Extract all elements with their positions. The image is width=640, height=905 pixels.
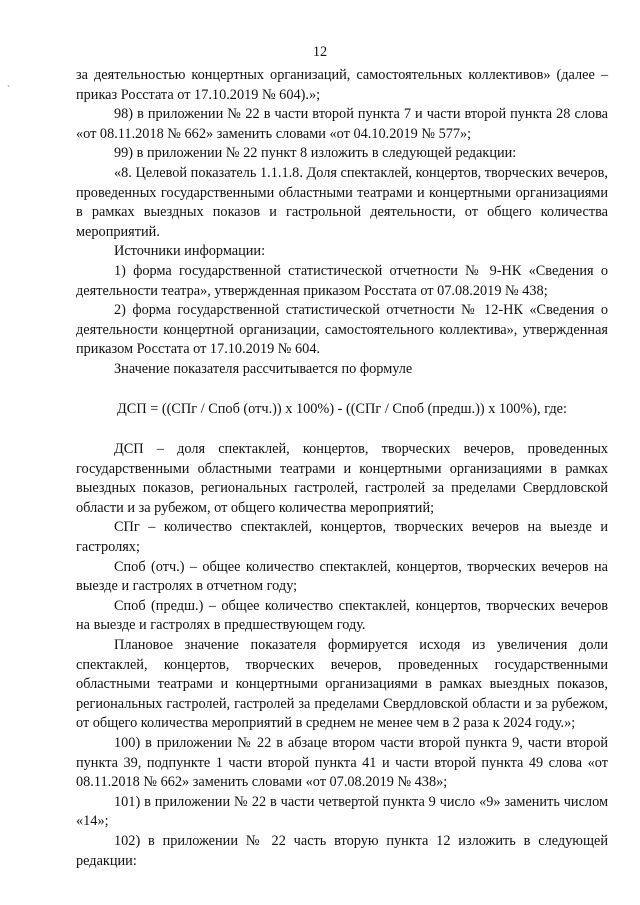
source-2: 2) форма государственной статистической отчетности № 12-НК «Сведения о деятельности концертной организации, самостоятельного коллектива», утвержденная приказом Росстата от 17.10.2019 № 604.: [76, 302, 608, 358]
definition-spob-current: Споб (отч.) – общее количество спектаклей, концертов, творческих вечеров на выезде и гастролях в отчетном году;: [76, 558, 608, 595]
page-number: 12: [312, 44, 328, 60]
planned-value: Плановое значение показателя формируется исходя из увеличения доли спектаклей, концертов, творческих вечеров, проведенных государственными областными театрами и концертными организациями в рамках выездных показов, региональных гастролей, гастролей за пределами Свердловской области и за рубежом, от общего количества мероприятий в среднем не менее чем в 2 раза к 2024 году.»;: [76, 637, 608, 732]
amendment-99: 99) в приложении № 22 пункт 8 изложить в следующей редакции:: [114, 145, 517, 162]
formula-intro: Значение показателя рассчитывается по формуле: [114, 360, 413, 377]
definition-spg: СПг – количество спектаклей, концертов, творческих вечеров на выезде и гастролях;: [76, 519, 608, 556]
margin-mark: `: [7, 85, 11, 96]
definition-spob-previous: Споб (предш.) – общее количество спектаклей, концертов, творческих вечеров на выезде и гастролях в предшествующем году.: [76, 597, 608, 634]
amendment-98: 98) в приложении № 22 в части второй пункта 7 и части второй пункта 28 слова «от 08.11.2018 № 662» заменить словами «от 04.10.2019 № 577»;: [76, 106, 608, 142]
amendment-100: 100) в приложении № 22 в абзаце втором части второй пункта 9, части второй пункта 39, подпункте 1 части второй пункта 41 и части второй пункта 49 слова «от 08.11.2018 № 662» заменить словами «от 07.08.2019 № 438»;: [76, 735, 608, 791]
amendment-102: 102) в приложении № 22 часть вторую пункта 12 изложить в следующей редакции:: [76, 832, 608, 869]
document-body: [76, 66, 608, 871]
source-1: 1) форма государственной статистической отчетности № 9-НК «Сведения о деятельности театра», утвержденная приказом Росстата от 07.08.2019 № 438;: [76, 262, 608, 299]
target-indicator-8: «8. Целевой показатель 1.1.1.8. Доля спектаклей, концертов, творческих вечеров, проведенных государственными областными театрами и концертными организациями в рамках выездных показов и гастрольной деятельности, от общего количества мероприятий.: [76, 164, 608, 240]
paragraph: за деятельностью концертных организаций, самостоятельных коллективов» (далее – приказ Росстата от 17.10.2019 № 604).»;: [76, 67, 608, 103]
sources-heading: Источники информации:: [114, 243, 266, 260]
definition-dsp: ДСП – доля спектаклей, концертов, творческих вечеров, проведенных государственными областными театрами и концертными организациями в рамках выездных показов, региональных гастролей, гастролей за пределами Свердловской области и за рубежом, от общего количества мероприятий;: [76, 441, 608, 516]
amendment-101: 101) в приложении № 22 в части четвертой пункта 9 число «9» заменить числом «14»;: [76, 793, 608, 830]
formula: ДСП = ((СПг / Споб (отч.)) x 100%) - ((СПг / Споб (предш.)) x 100%), где:: [117, 400, 567, 417]
